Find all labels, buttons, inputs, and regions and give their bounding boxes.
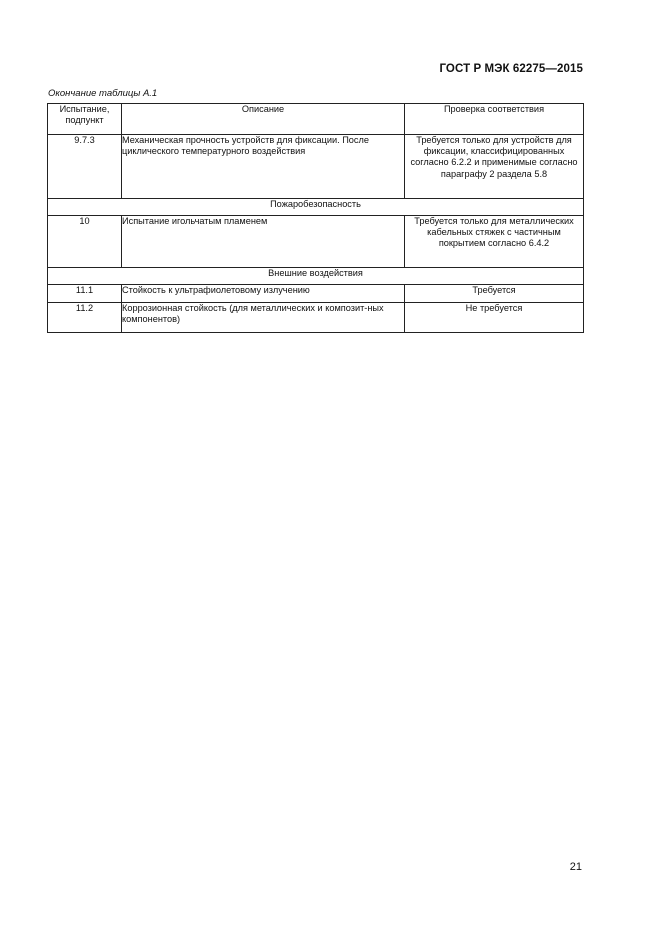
table-row	[48, 135, 584, 199]
section-title-fire-safety: Пожаробезопасность	[48, 199, 584, 216]
section-row	[48, 268, 584, 285]
clause-cell: 9.7.3	[48, 135, 122, 199]
verification-cell: Требуется	[405, 285, 584, 303]
clause-cell: 10	[48, 216, 122, 268]
description-cell: Испытание игольчатым пламенем	[122, 216, 405, 268]
verification-cell: Требуется только для устройств для фиксации, классифицированных согласно 6.2.2 и применимые согласно параграфу 2 раздела 5.8	[405, 135, 584, 199]
verification-cell: Не требуется	[405, 303, 584, 333]
table-header-row	[48, 104, 584, 135]
section-row	[48, 199, 584, 216]
description-cell: Механическая прочность устройств для фиксации. После циклического температурного воздействия	[122, 135, 405, 199]
page-number: 21	[569, 861, 582, 873]
table-row	[48, 216, 584, 268]
table-row	[48, 285, 584, 303]
column-header-description: Описание	[122, 104, 405, 135]
clause-cell: 11.2	[48, 303, 122, 333]
table-row	[48, 303, 584, 333]
document-standard-header: ГОСТ Р МЭК 62275—2015	[439, 63, 583, 75]
table-caption: Окончание таблицы А.1	[48, 88, 158, 99]
description-cell: Стойкость к ультрафиолетовому излучению	[122, 285, 405, 303]
description-cell: Коррозионная стойкость (для металлических и композит-ных компонентов)	[122, 303, 405, 333]
column-header-verification: Проверка соответствия	[405, 104, 584, 135]
verification-cell: Требуется только для металлических кабельных стяжек с частичным покрытием согласно 6.4.2	[405, 216, 584, 268]
section-title-external-influences: Внешние воздействия	[48, 268, 584, 285]
requirements-table	[47, 103, 584, 333]
column-header-clause: Испытание, подпункт	[48, 104, 122, 135]
clause-cell: 11.1	[48, 285, 122, 303]
